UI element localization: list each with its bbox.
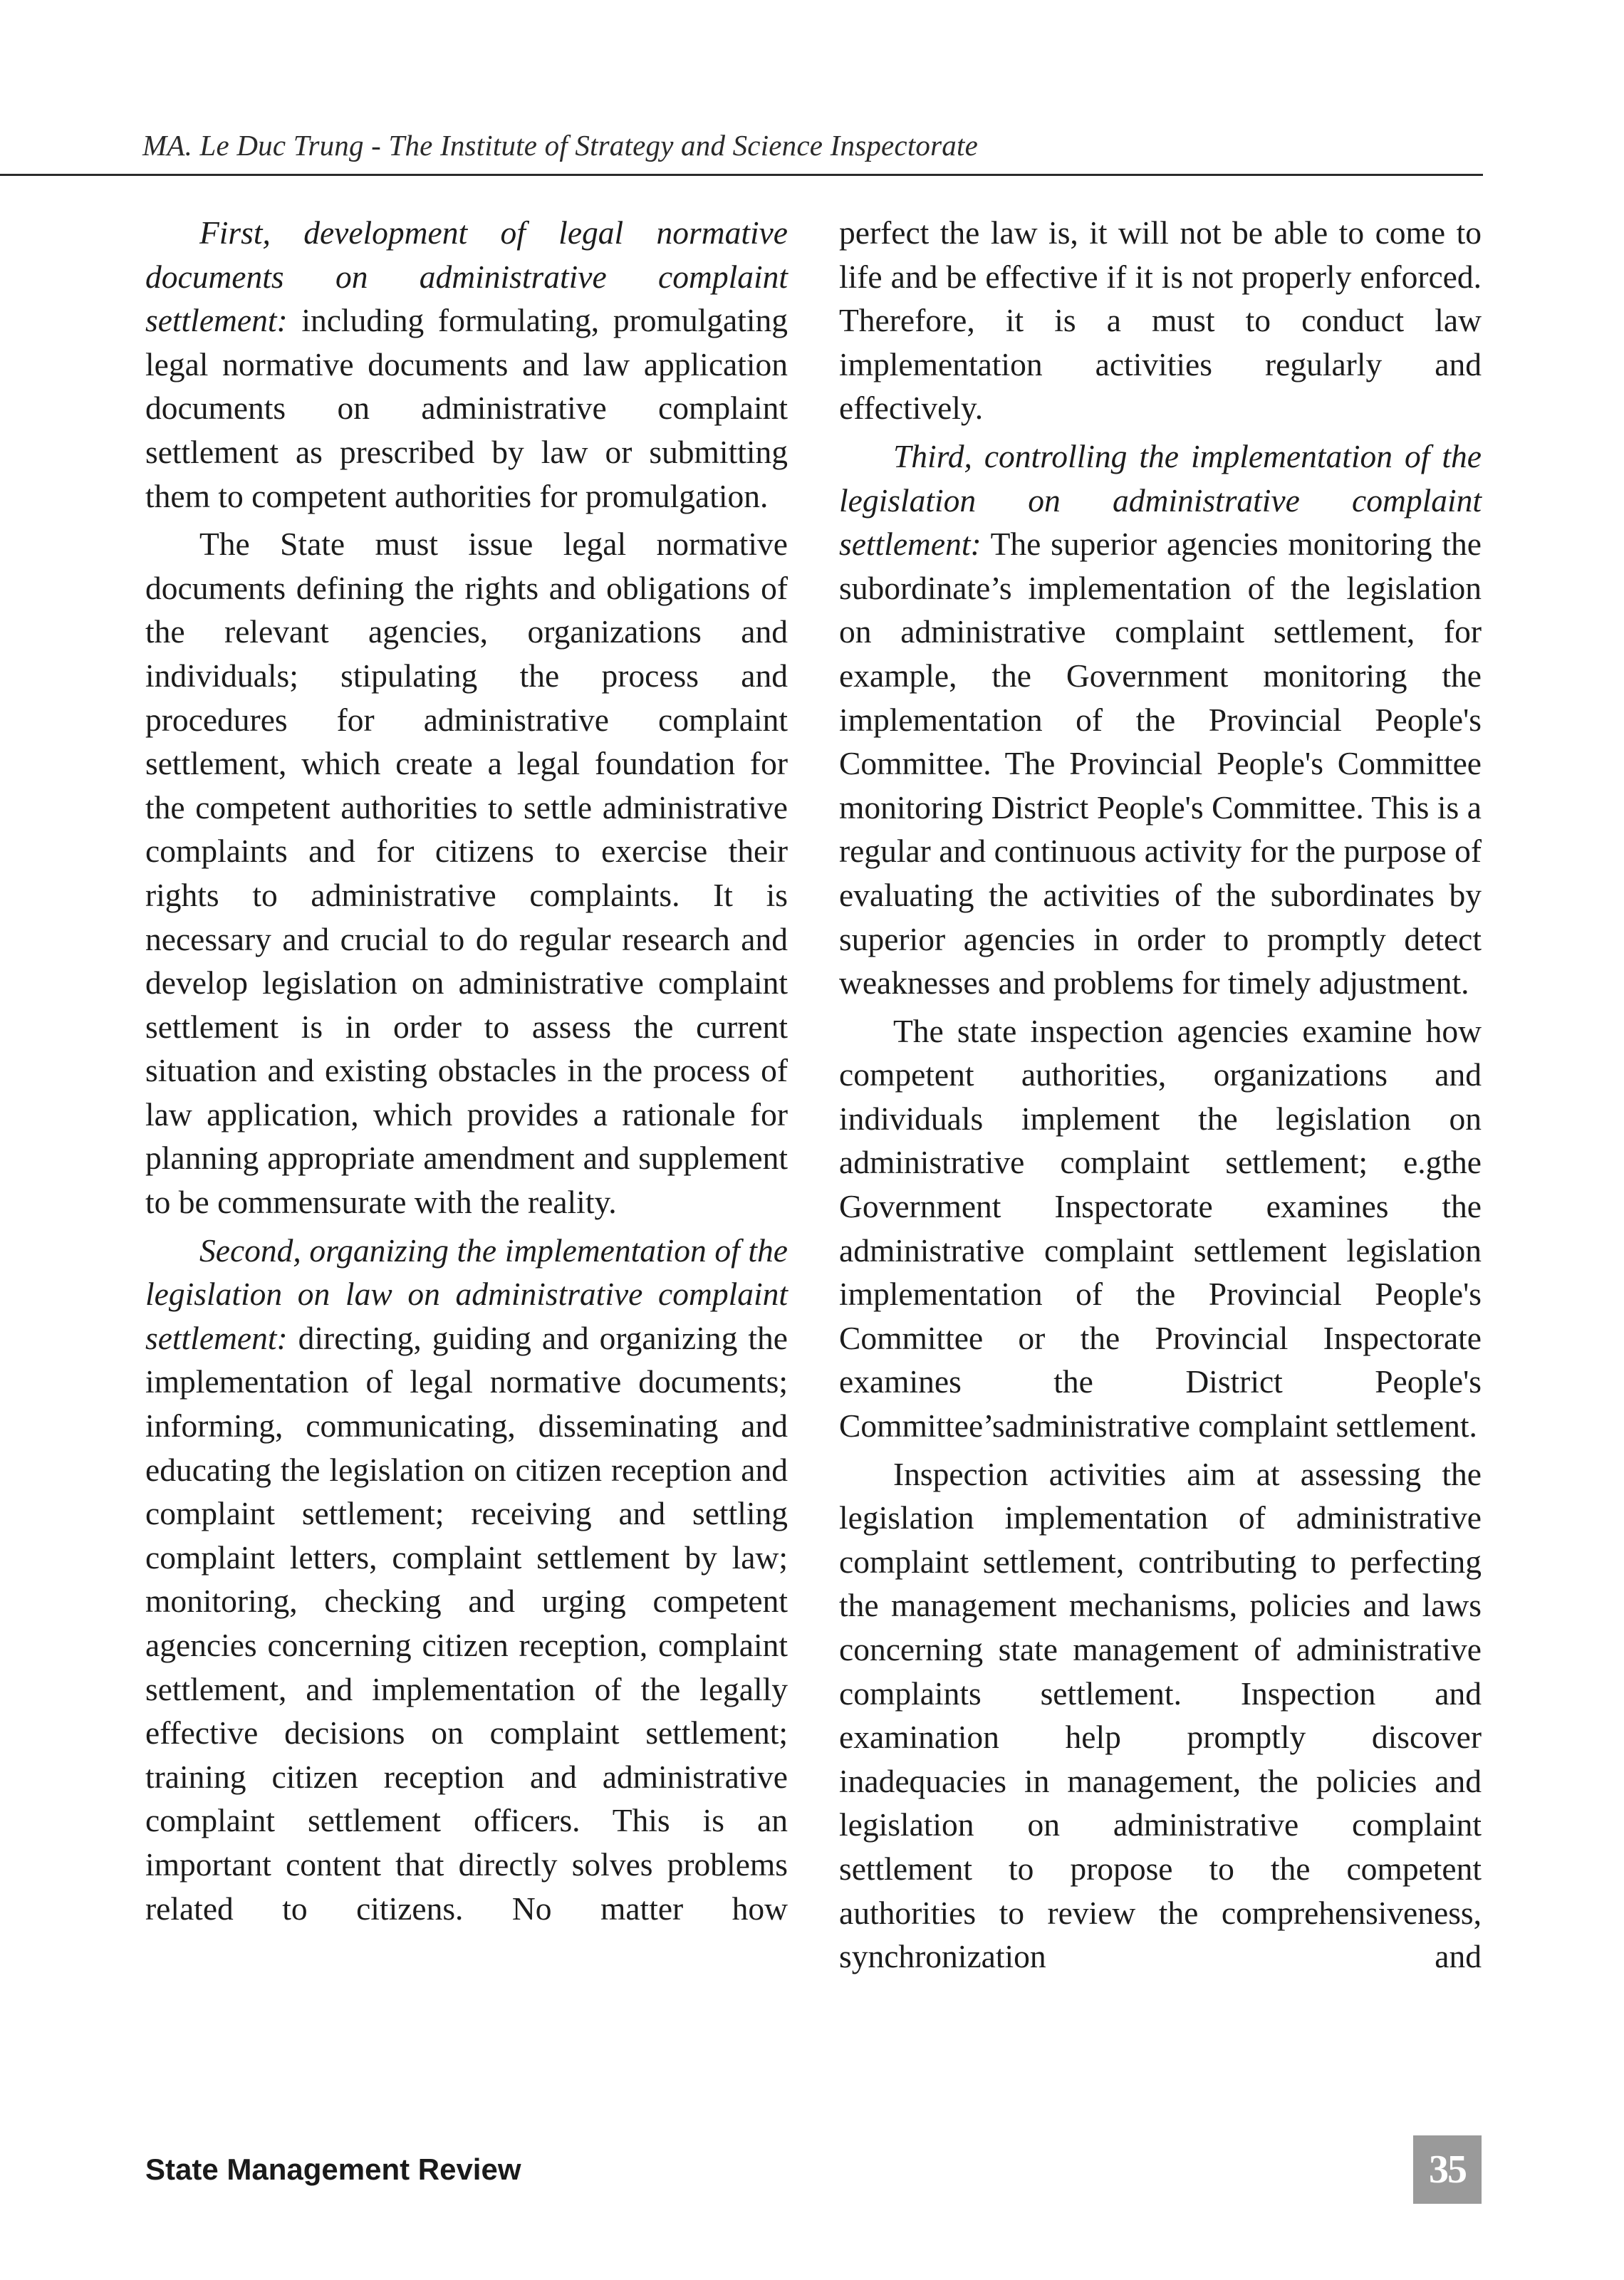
paragraph-state-must-issue: The State must issue legal normative documents defining the rights and obligations of the relevant agencies, organizations and individuals; stipulating the process and procedures for administrative complaint settlement, which create a legal foundation for the competent authorities to settle administrative complaints and for citizens to exercise their rights to administrative complaints. It is necessary and crucial to do regular research and develop legislation on administrative complaint settlement is in order to assess the current situation and existing obstacles in the process of law application, which provides a rationale for planning appropriate amendment and supplement to be commensurate with the reality. [145, 526, 788, 1221]
paragraph-body-second: directing, guiding and organizing the implementation of legal normative documents; informing, communicating, disseminating and educating the legislation on citizen reception and complaint settlement; receiving and settling complaint letters, complaint settlement by law; monitoring, checking and urging competent agencies concerning citizen reception, complaint settlement, and implementation of the legally effective decisions on complaint settlement; training citizen reception and administrative complaint settlement officers. This is an important content that directly solves problems related to citizens. No matter how [145, 1319, 788, 1927]
paragraph-third [839, 434, 1482, 1005]
paragraph-body-third: The superior agencies monitoring the subordinate’s implementation of the legislation on administrative complaint settlement, for example, the Government monitoring the implementation of the Provincial People's Committee. The Provincial People's Committee monitoring District People's Committee. This is a regular and continuous activity for the purpose of evaluating the activities of the subordinates by superior agencies in order to promptly detect weaknesses and problems for timely adjustment. [839, 526, 1482, 1001]
paragraph-first [145, 211, 788, 518]
paragraph-lead-second: Second, organizing the implementation of the legislation on law on administrative complaint settlement: [145, 1232, 788, 1356]
paragraph-inspection-activities: Inspection activities aim at assessing the legislation implementation of administrative complaint settlement, contributing to perfecting the management mechanisms, policies and laws concerning state management of administrative complaints settlement. Inspection and examination help promptly discover inadequacies in management, the policies and legislation on administrative complaint settlement to propose to the competent authorities to review the comprehensiveness, synchronization and [839, 1455, 1482, 1975]
paragraph-body-first: including formulating, promulgating legal normative documents and law application documents on administrative complaint settlement as prescribed by law or submitting them to competent authorities for promulgation. [145, 302, 788, 514]
page-number: 35 [1429, 2148, 1466, 2192]
header-divider [0, 174, 1483, 176]
paragraph-lead-first: First, development of legal normative documents on administrative complaint settlement: [145, 214, 788, 339]
left-column [145, 211, 788, 1935]
paragraph-state-inspection: The state inspection agencies examine how competent authorities, organizations and individuals implement the legislation on administrative complaint settlement; e.gthe Government Inspectorate examines the administrative complaint settlement legislation implementation of the Provincial People's Committee or the Provincial Inspectorate examines the District People's Committee’sadministrative complaint settlement. [839, 1012, 1482, 1444]
right-column [839, 211, 1482, 1983]
paragraph-continued: perfect the law is, it will not be able to come to life and be effective if it is not properly enforced. Therefore, it is a must to conduct law implementation activities regularly and effectively. [839, 214, 1482, 427]
journal-name: State Management Review [145, 2153, 521, 2186]
page-number-badge [1413, 2135, 1482, 2204]
paragraph-lead-third: Third, controlling the implementation of the legislation on administrative complaint settlement: [839, 437, 1482, 563]
running-header: MA. Le Duc Trung - The Institute of Strategy and Science Inspectorate [142, 129, 978, 162]
paragraph-second [145, 1229, 788, 1931]
